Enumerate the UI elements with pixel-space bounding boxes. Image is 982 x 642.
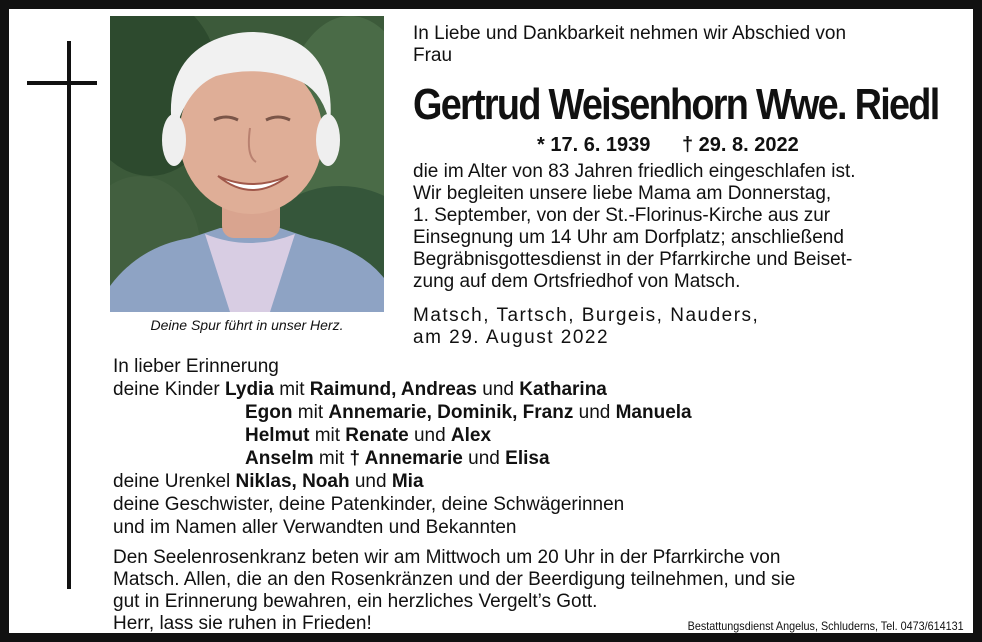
- connector-text: mit: [314, 425, 341, 446]
- life-dates: [537, 134, 825, 157]
- partner-names: Raimund, Andreas: [309, 379, 477, 400]
- connector-text: mit: [279, 379, 305, 400]
- body-line: zung auf dem Ortsfriedhof von Matsch.: [413, 271, 741, 292]
- partner-names: Renate: [345, 425, 409, 446]
- body-line: Begräbnisgottesdienst in der Pfarrkirche und Beiset-: [413, 249, 853, 270]
- connector-text: und: [413, 425, 446, 446]
- place-line: Matsch, Tartsch, Burgeis, Nauders,: [413, 305, 760, 326]
- death-date: † 29. 8. 2022: [682, 134, 799, 156]
- funeral-details: [413, 161, 961, 293]
- partner-names: Manuela: [615, 402, 692, 423]
- partner-names: Annemarie, Dominik, Franz: [328, 402, 574, 423]
- connector-text: und: [482, 379, 514, 400]
- mourners-list: [113, 355, 953, 539]
- cross-icon: [67, 41, 71, 589]
- children-row: [113, 447, 953, 470]
- connector-text: und: [578, 402, 611, 423]
- child-name: Anselm: [245, 448, 314, 469]
- deceased-name: Gertrud Weisenhorn Wwe. Riedl: [413, 80, 939, 129]
- connector-text: mit: [318, 448, 345, 469]
- partner-names: Alex: [450, 425, 492, 446]
- connector-text: mit: [297, 402, 324, 423]
- partner-names: † Annemarie: [349, 448, 463, 469]
- intro-line: In Liebe und Dankbarkeit nehmen wir Abschied von: [413, 23, 847, 44]
- relatives-line: und im Namen aller Verwandten und Bekannten: [113, 517, 517, 538]
- body-line: 1. September, von der St.-Florinus-Kirche aus zur: [413, 205, 831, 226]
- siblings-line: deine Geschwister, deine Patenkinder, deine Schwägerinnen: [113, 494, 625, 515]
- photo-caption: Deine Spur führt in unser Herz.: [150, 317, 344, 333]
- intro-text: [413, 23, 961, 67]
- children-row: [113, 378, 953, 401]
- closing-line: Herr, lass sie ruhen in Frieden!: [113, 613, 372, 634]
- body-line: Wir begleiten unsere liebe Mama am Donnerstag,: [413, 183, 832, 204]
- partner-names: Elisa: [505, 448, 550, 469]
- great-grandchildren-names: Niklas, Noah: [235, 471, 350, 492]
- connector-text: und: [468, 448, 500, 469]
- partner-names: Katharina: [519, 379, 607, 400]
- body-line: Einsegnung um 14 Uhr am Dorfplatz; anschließend: [413, 227, 844, 248]
- children-row: [113, 424, 953, 447]
- body-line: die im Alter von 83 Jahren friedlich eingeschlafen ist.: [413, 161, 856, 182]
- date-line: am 29. August 2022: [413, 327, 610, 348]
- portrait-photo: [110, 16, 384, 312]
- closing-line: Den Seelenrosenkranz beten wir am Mittwoch um 20 Uhr in der Pfarrkirche von: [113, 547, 781, 568]
- children-row: [113, 401, 953, 424]
- birth-date: * 17. 6. 1939: [537, 134, 651, 156]
- great-grandchildren-row: [113, 470, 953, 493]
- child-name: Lydia: [224, 379, 274, 400]
- closing-line: Matsch. Allen, die an den Rosenkränzen und der Beerdigung teilnehmen, und sie: [113, 569, 796, 590]
- cross-icon-bar: [27, 81, 97, 85]
- child-name: Helmut: [245, 425, 310, 446]
- funeral-service-credit: Bestattungsdienst Angelus, Schluderns, Tel. 0473/614131: [687, 619, 964, 633]
- child-name: Egon: [245, 402, 293, 423]
- great-grandchildren-names: Mia: [391, 471, 424, 492]
- place-date: [413, 305, 961, 349]
- great-grandchildren-label: deine Urenkel: [113, 471, 231, 492]
- mourners-heading: In lieber Erinnerung: [113, 356, 279, 377]
- closing-line: gut in Erinnerung bewahren, ein herzliches Vergelt’s Gott.: [113, 591, 598, 612]
- children-label: deine Kinder: [113, 379, 220, 400]
- connector-text: und: [354, 471, 387, 492]
- intro-line: Frau: [413, 45, 453, 66]
